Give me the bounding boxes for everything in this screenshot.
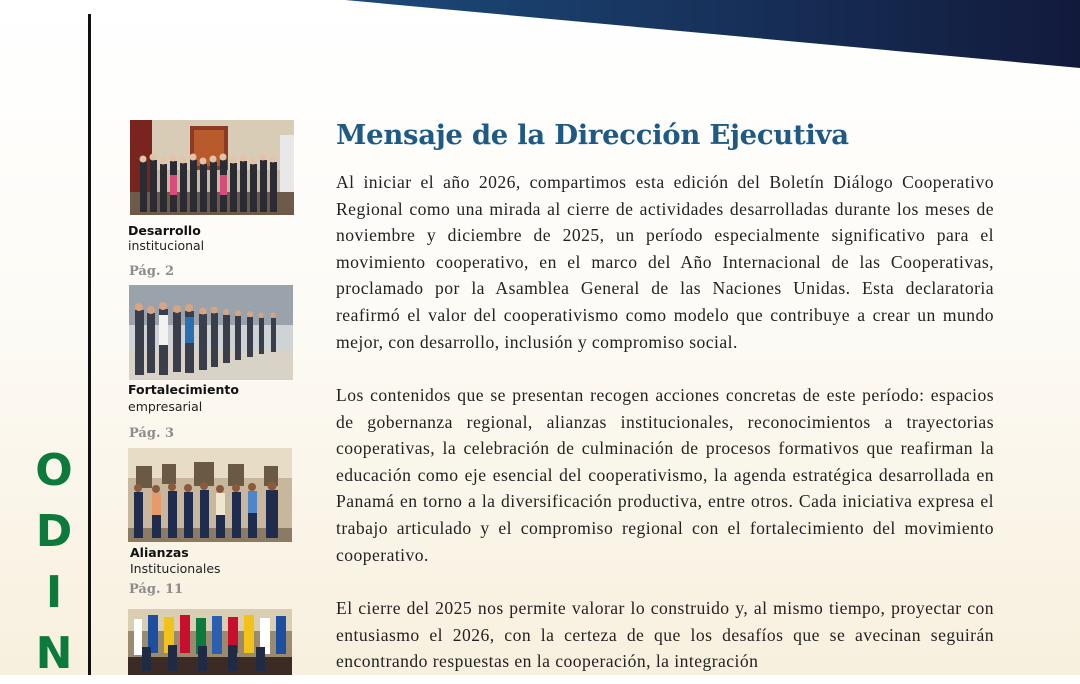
- vertical-divider: [88, 14, 91, 675]
- side-letter: O: [35, 445, 73, 496]
- toc-title: Alianzas: [130, 545, 189, 560]
- article-paragraph: Los contenidos que se presentan recogen acciones concretas de este período: espacios de gobernanza regional, alianzas institucionales, reconocimientos a trayectorias cooperativas, la celebración de culminación de procesos formativos que reafirman la educación como eje esencial del cooperativismo, la agenda estratégica desarrollada en Panamá en torno a la diversificación productiva, entre otros. Cada iniciativa expresa el trabajo articulado y el compromiso regional con el fortalecimiento del movimiento cooperativo.: [336, 385, 994, 565]
- group-photo-fortalecimiento: [129, 285, 293, 380]
- contenido-vertical-title: [29, 440, 79, 684]
- toc-title: Fortalecimiento: [128, 382, 239, 397]
- toc-title: Desarrollo: [128, 223, 201, 238]
- toc-page-number: Pág. 11: [129, 582, 184, 597]
- side-letter: N: [35, 628, 73, 679]
- toc-subtitle: Institucionales: [130, 561, 221, 576]
- group-photo-desarrollo: [130, 120, 294, 215]
- group-photo-alianzas: [128, 448, 292, 543]
- article-title: Mensaje de la Dirección Ejecutiva: [336, 119, 849, 151]
- side-letter: I: [45, 567, 63, 618]
- toc-subtitle: empresarial: [128, 399, 203, 414]
- header-band: [0, 0, 1080, 70]
- toc-page-number: Pág. 3: [129, 426, 175, 441]
- article-paragraph: Al iniciar el año 2026, compartimos esta edición del Boletín Diálogo Cooperativo Regional como una mirada al cierre de actividades desarrolladas durante los meses de noviembre y diciembre de 2025, un período especialmente significativo para el movimiento cooperativo, en el marco del Año Internacional de las Cooperativas, proclamado por la Asamblea General de las Naciones Unidas. Esta declaratoria reafirmó el valor del cooperativismo como modelo que contribuye a crear un mundo mejor, con desarrollo, inclusión y compromiso social.: [336, 172, 994, 352]
- group-photo-flags: [128, 609, 292, 675]
- article-paragraph: El cierre del 2025 nos permite valorar lo construido y, al mismo tiempo, proyectar con entusiasmo el 2026, con la certeza de que los desafíos que se avecinan seguirán encontrando respuestas en la cooperación, la integración: [336, 598, 994, 672]
- side-letter: D: [35, 506, 73, 557]
- toc-subtitle: institucional: [128, 238, 205, 253]
- toc-page-number: Pág. 2: [129, 264, 175, 279]
